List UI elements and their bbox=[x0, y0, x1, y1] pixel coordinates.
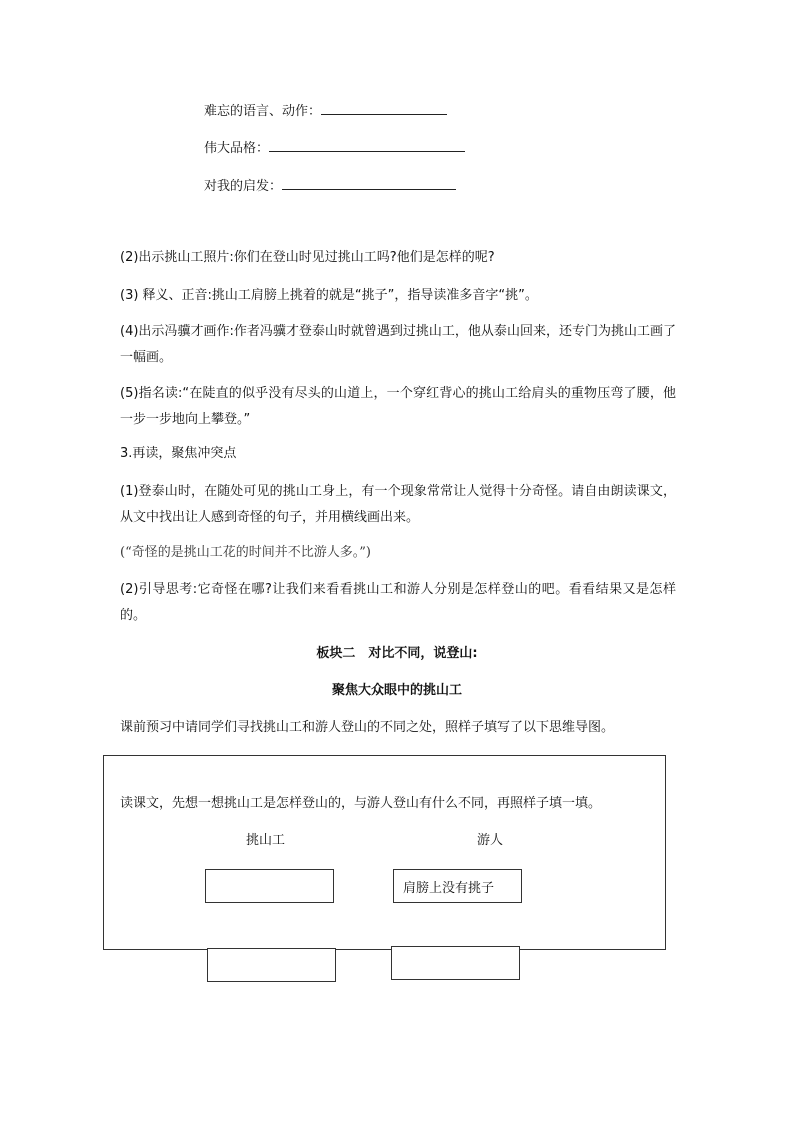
blank-line[interactable] bbox=[321, 100, 447, 115]
blank-line[interactable] bbox=[282, 175, 456, 190]
tourist-answer-box-1[interactable]: 肩膀上没有挑子 bbox=[393, 869, 522, 903]
paragraph-5: (5)指名读:“在陡直的似乎没有尽头的山道上，一个穿红背心的挑山工给肩头的重物压弯了腰，他一步一步地向上攀登。” bbox=[120, 386, 676, 427]
blank-line[interactable] bbox=[269, 137, 465, 152]
fill-item-inspiration bbox=[204, 175, 456, 194]
question-2: (2)引导思考:它奇怪在哪?让我们来看看挑山工和游人分别是怎样登山的吧。看看结果又是怎样的。 bbox=[120, 582, 676, 623]
step-3-heading: 3.再读，聚焦冲突点 bbox=[120, 446, 237, 461]
worksheet-instruction: 读课文，先想一想挑山工是怎样登山的，与游人登山有什么不同，再照样子填一填。 bbox=[120, 796, 602, 811]
column-label-porter: 挑山工 bbox=[246, 833, 286, 848]
fill-label: 难忘的语言、动作： bbox=[204, 104, 322, 119]
paragraph-2: (2)出示挑山工照片:你们在登山时见过挑山工吗?他们是怎样的呢? bbox=[120, 250, 495, 265]
column-label-tourist: 游人 bbox=[477, 833, 504, 848]
paragraph-4: (4)出示冯骥才画作:作者冯骥才登泰山时就曾遇到过挑山工，他从泰山回来，还专门为挑山工画了一幅画。 bbox=[120, 324, 676, 365]
quoted-sentence: (“奇怪的是挑山工花的时间并不比游人多。”) bbox=[120, 545, 371, 560]
question-1: (1)登泰山时，在随处可见的挑山工身上，有一个现象常常让人觉得十分奇怪。请自由朗读课文，从文中找出让人感到奇怪的句子，并用横线画出来。 bbox=[120, 484, 676, 525]
fill-item-character bbox=[204, 137, 465, 156]
worksheet-frame bbox=[103, 755, 666, 950]
tourist-answer-box-2[interactable] bbox=[391, 946, 520, 980]
paragraph-3: (3) 释义、正音:挑山工肩膀上挑着的就是“挑子”，指导读准多音字“挑”。 bbox=[120, 288, 538, 303]
fill-item-language bbox=[204, 100, 447, 119]
porter-answer-box-1[interactable] bbox=[205, 869, 334, 903]
section-subtitle: 聚焦大众眼中的挑山工 bbox=[331, 683, 462, 698]
fill-label: 伟大品格： bbox=[204, 141, 270, 156]
porter-answer-box-2[interactable] bbox=[207, 948, 336, 982]
section-intro: 课前预习中请同学们寻找挑山工和游人登山的不同之处，照样子填写了以下思维导图。 bbox=[120, 720, 615, 735]
section-title: 板块二 对比不同，说登山: bbox=[316, 646, 478, 661]
fill-label: 对我的启发： bbox=[204, 179, 283, 194]
